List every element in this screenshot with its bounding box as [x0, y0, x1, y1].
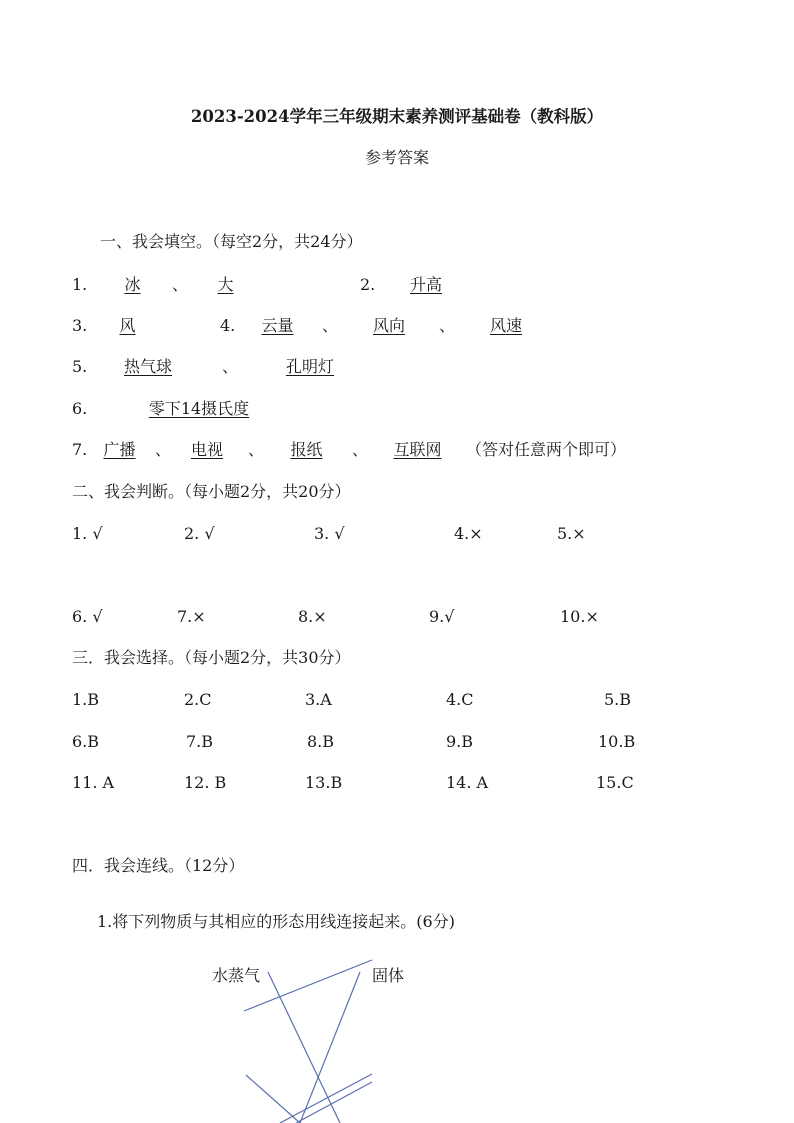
choice-answer: 2.C: [184, 690, 212, 709]
choice-answer: 9.B: [446, 732, 474, 751]
q4-answer-b: 风向: [372, 316, 405, 335]
matching-left-label: 水蒸气: [212, 966, 261, 985]
matching-line: [280, 1074, 372, 1123]
q4-answer-a: 云量: [261, 316, 294, 335]
matching-line: [244, 960, 372, 1011]
q1-answer-b: 大: [217, 275, 234, 294]
choice-answer: 14. A: [446, 773, 489, 792]
choice-answer: 3.A: [305, 690, 332, 709]
q7-note: （答对任意两个即可）: [466, 440, 627, 459]
q4-separator-2: 、: [439, 316, 456, 335]
judge-answer: 2. √: [184, 524, 215, 543]
judge-answer: 9.√: [429, 607, 455, 626]
q7-number: 7.: [72, 440, 88, 459]
doc-subtitle: 参考答案: [364, 148, 429, 167]
q5-number: 5.: [72, 357, 88, 376]
matching-line: [296, 1082, 372, 1123]
doc-title: 2023-2024学年三年级期末素养测评基础卷（教科版）: [190, 107, 604, 126]
q4-separator-1: 、: [322, 316, 339, 335]
q3-number: 3.: [72, 316, 88, 335]
section-3-heading: 三．我会选择。（每小题2分，共30分）: [72, 648, 351, 667]
section-2-heading: 二、我会判断。（每小题2分，共20分）: [72, 482, 351, 501]
choice-answer: 10.B: [598, 732, 636, 751]
choice-answer: 12. B: [184, 773, 227, 792]
choice-answer: 11. A: [72, 773, 115, 792]
matching-line: [268, 972, 340, 1123]
matching-instruction: 1.将下列物质与其相应的形态用线连接起来。(6分): [97, 912, 455, 931]
q5-answer-b: 孔明灯: [285, 357, 334, 376]
choice-answer: 5.B: [604, 690, 632, 709]
q4-number: 4.: [220, 316, 236, 335]
q5-answer-a: 热气球: [123, 357, 172, 376]
q7-separator-1: 、: [155, 440, 172, 459]
q7-separator-3: 、: [352, 440, 369, 459]
matching-right-label: 固体: [372, 966, 405, 985]
choice-answer: 1.B: [72, 690, 100, 709]
choice-answer: 4.C: [446, 690, 474, 709]
judge-answer: 1. √: [72, 524, 103, 543]
judge-answer: 3. √: [314, 524, 345, 543]
q1-answer-a: 冰: [124, 275, 141, 294]
choice-answer: 15.C: [596, 773, 634, 792]
judge-answer: 6. √: [72, 607, 103, 626]
q1-separator: 、: [172, 275, 189, 294]
choice-answer: 13.B: [305, 773, 343, 792]
q2-number: 2.: [360, 275, 376, 294]
section-4-heading: 四．我会连线。（12分）: [72, 856, 245, 875]
q7-answer-c: 报纸: [290, 440, 323, 459]
q2-answer-a: 升高: [409, 275, 442, 294]
judge-answer: 7.×: [177, 607, 206, 626]
matching-line: [246, 1075, 300, 1123]
q7-answer-b: 电视: [190, 440, 223, 459]
q7-answer-a: 广播: [103, 440, 136, 459]
q3-answer-a: 风: [119, 316, 136, 335]
q4-answer-c: 风速: [489, 316, 522, 335]
section-1-heading: 一、我会填空。（每空2分，共24分）: [100, 232, 363, 251]
q7-answer-d: 互联网: [393, 440, 442, 459]
matching-line: [300, 972, 360, 1123]
judge-answer: 10.×: [560, 607, 599, 626]
q6-answer-a: 零下14摄氏度: [148, 399, 250, 418]
judge-answer: 4.×: [454, 524, 483, 543]
choice-answer: 8.B: [307, 732, 335, 751]
choice-answer: 7.B: [186, 732, 214, 751]
q5-separator: 、: [222, 357, 239, 376]
q1-number: 1.: [72, 275, 88, 294]
choice-answer: 6.B: [72, 732, 100, 751]
judge-answer: 8.×: [298, 607, 327, 626]
q7-separator-2: 、: [248, 440, 265, 459]
judge-answer: 5.×: [557, 524, 586, 543]
q6-number: 6.: [72, 399, 88, 418]
